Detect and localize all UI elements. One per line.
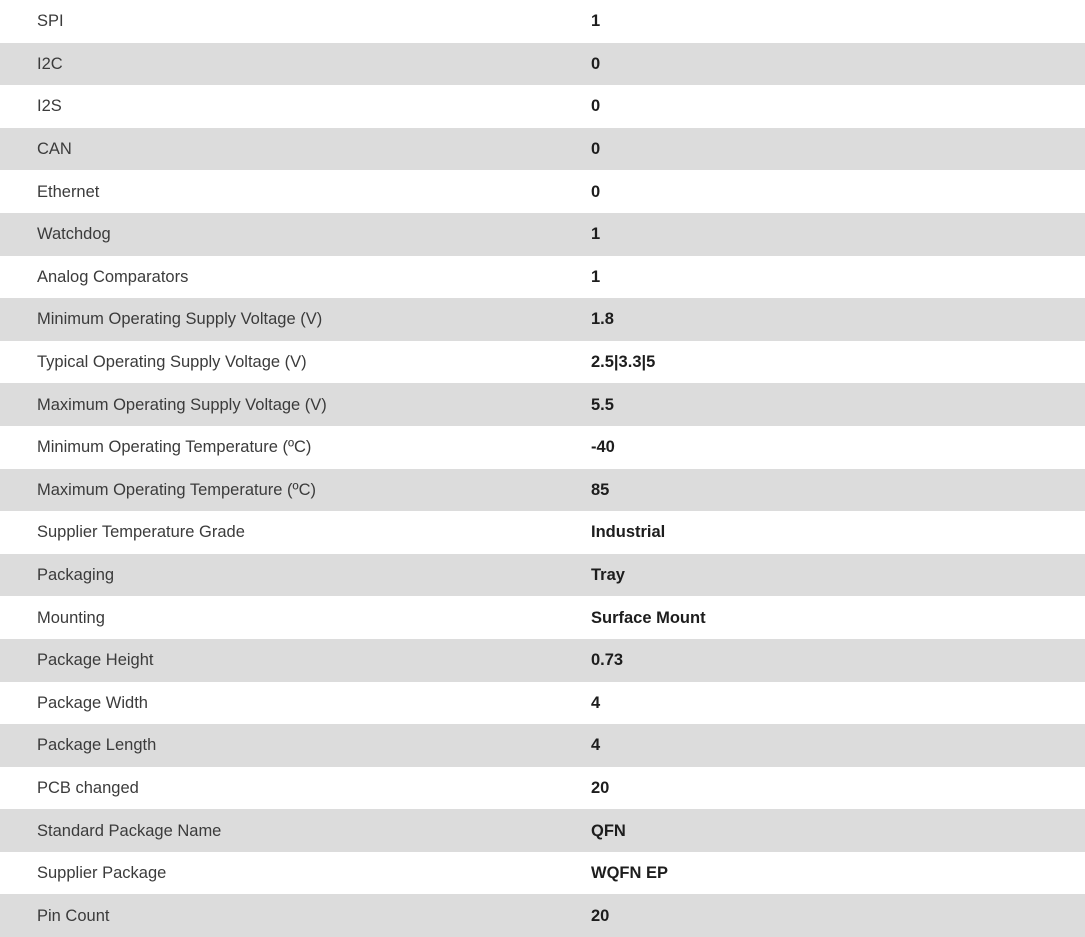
table-row: [0, 511, 1085, 554]
spec-value: 1.8: [591, 310, 614, 329]
spec-label: Standard Package Name: [37, 821, 222, 840]
table-row: [0, 298, 1085, 341]
table-row: [0, 554, 1085, 597]
spec-label: Watchdog: [37, 225, 111, 244]
table-row: [0, 0, 1085, 43]
table-row: [0, 596, 1085, 639]
spec-value: 0: [591, 182, 601, 201]
spec-value: Surface Mount: [591, 608, 706, 627]
table-row: [0, 128, 1085, 171]
spec-label: I2C: [37, 54, 63, 73]
spec-value: 1: [591, 267, 601, 286]
spec-value: 1: [591, 225, 601, 244]
spec-label: Packaging: [37, 566, 115, 585]
table-row: [0, 724, 1085, 767]
spec-value: 4: [591, 693, 601, 712]
spec-label: I2S: [37, 97, 62, 116]
spec-label: SPI: [37, 12, 64, 31]
spec-value: 0: [591, 97, 601, 116]
spec-label: Mounting: [37, 608, 105, 627]
table-row: [0, 383, 1085, 426]
spec-label: PCB changed: [37, 778, 139, 797]
spec-value: Tray: [591, 566, 625, 585]
spec-value: 0.73: [591, 651, 624, 670]
spec-label: Pin Count: [37, 906, 110, 925]
spec-label: Maximum Operating Supply Voltage (V): [37, 395, 327, 414]
table-row: [0, 426, 1085, 469]
spec-label: Minimum Operating Supply Voltage (V): [37, 310, 323, 329]
spec-label: Typical Operating Supply Voltage (V): [37, 353, 307, 372]
spec-value: 0: [591, 140, 601, 159]
spec-label: Package Length: [37, 736, 157, 755]
spec-label: CAN: [37, 140, 72, 159]
table-row: [0, 682, 1085, 725]
spec-value: 1: [591, 12, 601, 31]
spec-value: 2.5|3.3|5: [591, 353, 656, 372]
spec-value: 85: [591, 480, 610, 499]
spec-label: Supplier Temperature Grade: [37, 523, 245, 542]
spec-value: 4: [591, 736, 601, 755]
table-row: [0, 894, 1085, 937]
table-row: [0, 852, 1085, 895]
table-row: [0, 639, 1085, 682]
table-row: [0, 43, 1085, 86]
table-row: [0, 85, 1085, 128]
spec-label: Package Height: [37, 651, 154, 670]
table-row: [0, 767, 1085, 810]
spec-label: Package Width: [37, 693, 148, 712]
spec-label: Ethernet: [37, 182, 100, 201]
spec-label: Supplier Package: [37, 864, 167, 883]
table-row: [0, 170, 1085, 213]
spec-value: Industrial: [591, 523, 666, 542]
spec-value: 20: [591, 778, 610, 797]
spec-value: 20: [591, 906, 610, 925]
spec-label: Analog Comparators: [37, 267, 189, 286]
spec-value: QFN: [591, 821, 626, 840]
table-row: [0, 341, 1085, 384]
table-row: [0, 256, 1085, 299]
table-row: [0, 469, 1085, 512]
spec-value: 5.5: [591, 395, 614, 414]
spec-label: Minimum Operating Temperature (ºC): [37, 438, 312, 457]
table-row: [0, 213, 1085, 256]
spec-value: 0: [591, 54, 601, 73]
spec-value: WQFN EP: [591, 864, 668, 883]
spec-label: Maximum Operating Temperature (ºC): [37, 480, 316, 499]
table-row: [0, 809, 1085, 852]
spec-value: -40: [591, 438, 615, 457]
